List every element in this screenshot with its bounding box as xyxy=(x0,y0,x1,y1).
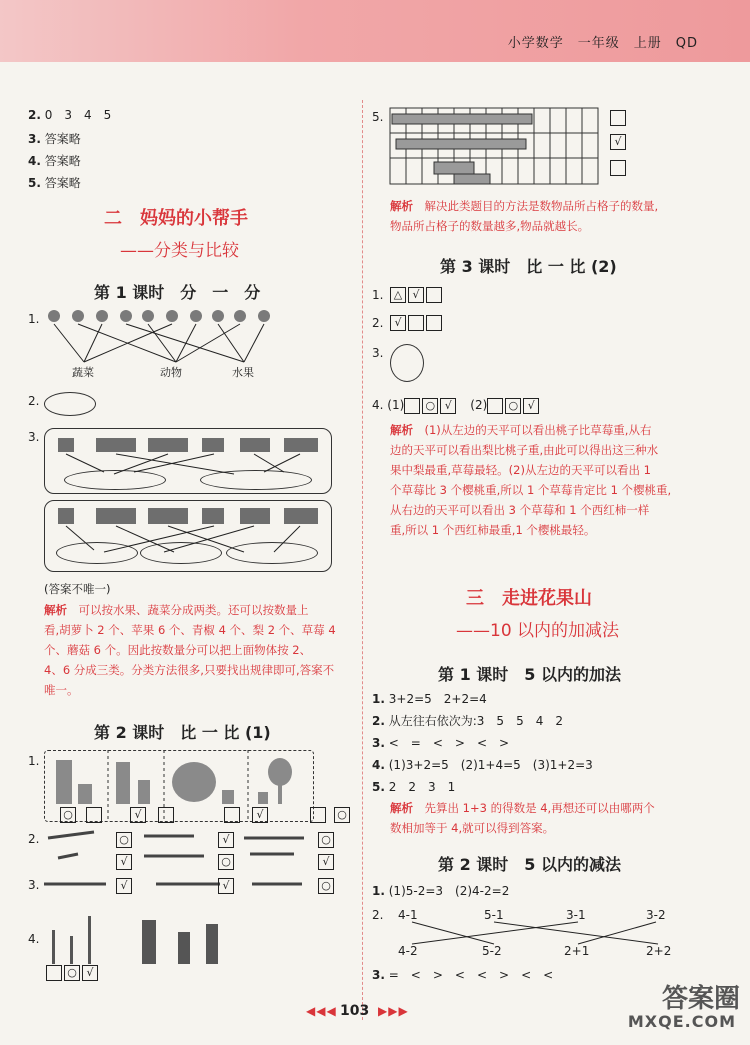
answer-line: 2. 从左往右依次为:3 5 5 4 2 xyxy=(372,714,563,728)
grid-length-diagram xyxy=(390,108,630,188)
lesson-title: 第 3 课时 比 一 比 (2) xyxy=(440,257,617,276)
lesson-title: 第 1 课时 分 一 分 xyxy=(94,283,261,302)
answer-boxes: ○ xyxy=(218,852,236,870)
question-number: 4. (1) ○ √ (2) ○ √ xyxy=(372,396,541,414)
question-number: 2. xyxy=(28,832,40,846)
question-number: 2. xyxy=(372,908,384,922)
expression: 2+1 xyxy=(564,944,590,958)
answer-line: 3. = < > < < > < < xyxy=(372,968,554,982)
answer-boxes: ○ xyxy=(318,830,336,848)
category-label: 蔬菜 xyxy=(72,366,94,379)
sorting-lines-2 xyxy=(44,500,330,570)
answer-boxes xyxy=(610,108,628,126)
answer-boxes: √ xyxy=(116,876,134,894)
question-number: 3. xyxy=(372,346,384,360)
question-number: 2. xyxy=(28,394,40,408)
pencil-pictures xyxy=(44,874,324,894)
unit-title: 三 走进花果山 xyxy=(466,588,592,609)
answer-boxes: ○ √ √ ○ xyxy=(60,806,352,824)
question-number: 1. xyxy=(28,754,40,768)
unit-title: 二 妈妈的小帮手 xyxy=(104,208,248,229)
question-number: 4. xyxy=(28,932,40,946)
page-number: 103 xyxy=(340,1003,370,1019)
matching-lines xyxy=(398,920,678,946)
analysis-block: 解析 先算出 1+3 的得数是 4,再想还可以由哪两个 数相加等于 4,就可以得到答案。 xyxy=(390,801,655,835)
answer-line: 3. < = < > < > xyxy=(372,736,510,750)
prev-arrows: ◀◀◀ xyxy=(306,1004,337,1018)
answer-line: 1. (1)5-2=3 (2)4-2=2 xyxy=(372,884,510,898)
expression: 5-2 xyxy=(482,944,502,958)
answer-line: 5. 答案略 xyxy=(28,176,81,190)
expression: 2+2 xyxy=(646,944,672,958)
question-number: 3. xyxy=(28,878,40,892)
lesson-title: 第 2 课时 比 一 比 (1) xyxy=(94,723,271,742)
expression: 4-2 xyxy=(398,944,418,958)
unit-subtitle: ——分类与比较 xyxy=(120,241,239,261)
next-arrows: ▶▶▶ xyxy=(378,1004,409,1018)
answer-line: 1. 3+2=5 2+2=4 xyxy=(372,692,487,706)
page-header xyxy=(0,0,750,62)
answer-boxes: ○ xyxy=(116,830,134,848)
expression: 5-1 xyxy=(484,908,504,922)
answer-line: 4. 答案略 xyxy=(28,154,81,168)
answer-note: (答案不唯一) xyxy=(44,582,111,596)
analysis-block: 解析 (1)从左边的天平可以看出桃子比草莓重,从右 边的天平可以看出梨比桃子重,由此可以得出这三种水 果中梨最重,草莓最轻。(2)从左边的天平可以看出 1 个草莓比 3 个樱桃重,所以 1 个草莓肯定比 1 个樱桃重, 从右边的天平可以看出 3 个草莓和 1 个西红柿一样 重,所以 1 个西红柿最重,1 个樱桃最轻。 xyxy=(390,423,672,537)
header-title: 小学数学 一年级 上册 QD xyxy=(507,36,698,51)
expression: 3-1 xyxy=(566,908,586,922)
analysis-block: 解析 解决此类题目的方法是数物品所占格子的数量, 物品所占格子的数量越多,物品就越长。 xyxy=(390,199,659,233)
answer-boxes: √ xyxy=(218,876,236,894)
question-number: 1. xyxy=(372,288,384,302)
expression: 4-1 xyxy=(398,908,418,922)
column-divider xyxy=(362,100,363,1020)
expression: 3-2 xyxy=(646,908,666,922)
answer-boxes: ○ √ xyxy=(46,964,100,982)
lesson-title: 第 1 课时 5 以内的加法 xyxy=(438,665,621,684)
unit-subtitle: ——10 以内的加减法 xyxy=(456,621,620,641)
question-number: 2. xyxy=(372,316,384,330)
answer-boxes: √ xyxy=(610,132,628,150)
people-pictures xyxy=(44,910,244,966)
analysis-block: 解析 可以按水果、蔬菜分成两类。还可以按数量上 看,胡萝卜 2 个、苹果 6 个、青椒 4 个、梨 2 个、草莓 4 个、蘑菇 6 个。因此按数量分可以把上面物体按 2、 4、6 分成三类。分类方法很多,只要找出规律即可,答案不 唯一。 xyxy=(44,603,336,697)
answer-line: 4. (1)3+2=5 (2)1+4=5 (3)1+2=3 xyxy=(372,758,593,772)
question-number: 5. xyxy=(372,110,384,124)
lesson-title: 第 2 课时 5 以内的减法 xyxy=(438,855,621,874)
watermark-url: MXQE.COM xyxy=(627,1012,736,1031)
child-picture-circle xyxy=(390,344,424,382)
answer-boxes: √ xyxy=(390,313,444,331)
answer-boxes xyxy=(610,158,628,176)
answer-boxes: ○ xyxy=(318,876,336,894)
boat-picture-circle xyxy=(44,392,96,416)
watermark-logo: 答案圈 xyxy=(661,984,740,1014)
answer-boxes: √ xyxy=(218,830,236,848)
length-pictures xyxy=(44,828,324,868)
answer-line: 5. 2 2 3 1 xyxy=(372,780,456,794)
category-label: 水果 xyxy=(232,366,254,379)
answer-line: 2. 0 3 4 5 xyxy=(28,108,112,122)
question-number: 1. xyxy=(28,312,40,326)
answer-boxes: △ √ xyxy=(390,285,444,303)
sorting-lines-1 xyxy=(44,428,330,492)
category-label: 动物 xyxy=(160,366,182,379)
answer-boxes: √ xyxy=(116,852,134,870)
answer-line: 3. 答案略 xyxy=(28,132,81,146)
answer-boxes: √ xyxy=(318,852,336,870)
question-number: 3. xyxy=(28,430,40,444)
